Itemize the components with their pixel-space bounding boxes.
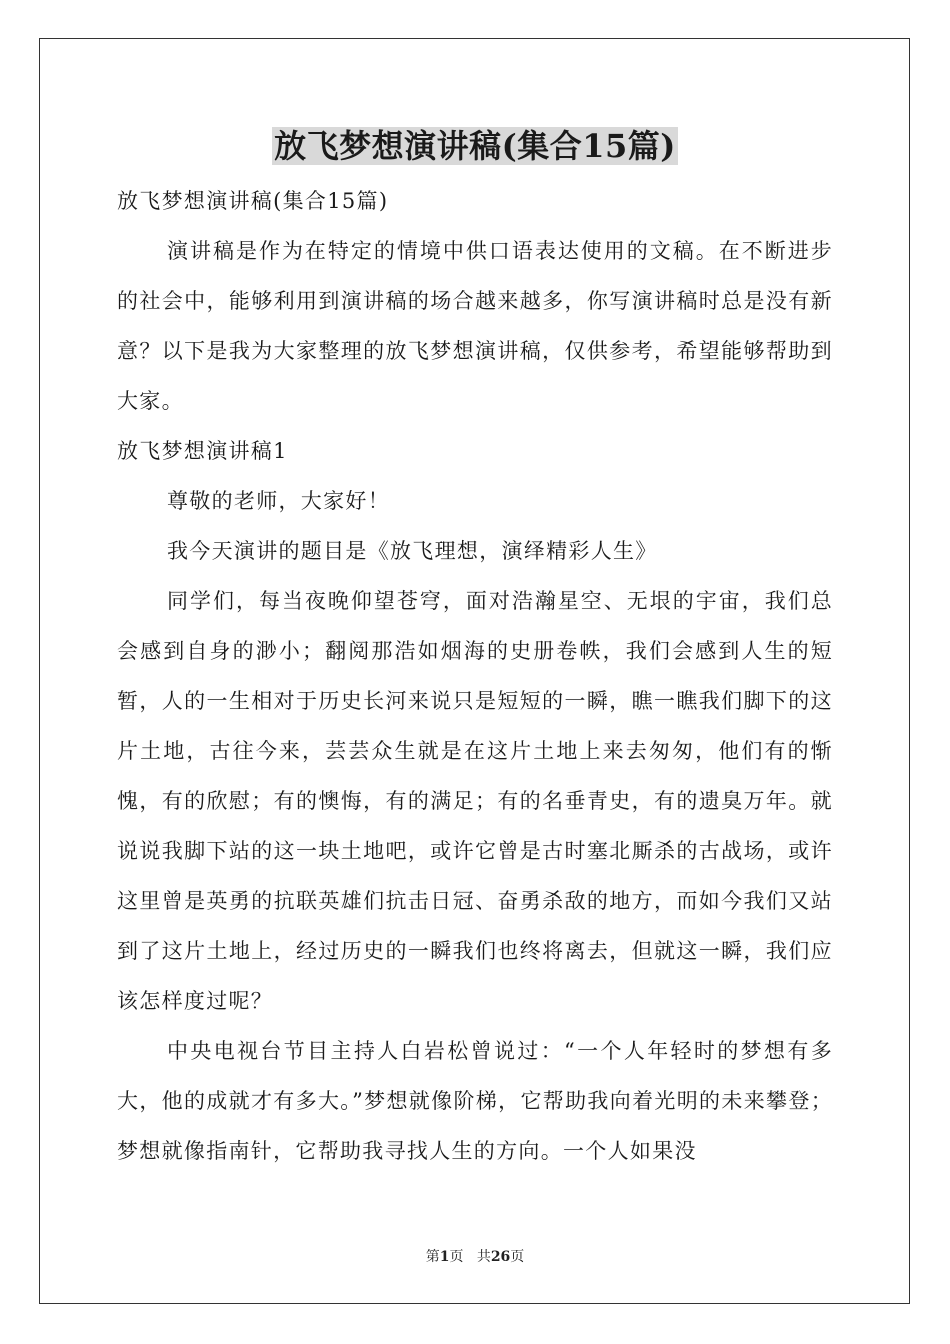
footer-total-prefix: 共 bbox=[476, 1249, 491, 1265]
footer-page-suffix: 页 bbox=[449, 1249, 464, 1265]
document-subtitle: 放飞梦想演讲稿(集合15篇) bbox=[117, 189, 389, 213]
paragraph-quote: 中央电视台节目主持人白岩松曾说过：“一个人年轻时的梦想有多大，他的成就才有多大。”梦想就像阶梯，它帮助我向着光明的未来攀登；梦想就像指南针，它帮助我寻找人生的方向。一个人如果没 bbox=[117, 1039, 833, 1163]
page-footer bbox=[0, 1247, 950, 1267]
document-body bbox=[117, 176, 833, 1176]
footer-total-suffix: 页 bbox=[510, 1249, 525, 1265]
document-title-text: 放飞梦想演讲稿(集合15篇) bbox=[274, 127, 676, 165]
paragraph-greeting: 尊敬的老师，大家好！ bbox=[167, 489, 390, 513]
footer-prefix: 第 bbox=[425, 1249, 440, 1265]
footer-total-pages: 26 bbox=[490, 1249, 511, 1265]
paragraph-topic: 我今天演讲的题目是《放飞理想，演绎精彩人生》 bbox=[167, 539, 658, 563]
footer-current-page: 1 bbox=[439, 1249, 450, 1265]
section-heading: 放飞梦想演讲稿1 bbox=[117, 439, 288, 463]
paragraph-intro: 演讲稿是作为在特定的情境中供口语表达使用的文稿。在不断进步的社会中，能够利用到演讲稿的场合越来越多，你写演讲稿时总是没有新意？以下是我为大家整理的放飞梦想演讲稿，仅供参考，希望能够帮助到大家。 bbox=[117, 239, 833, 413]
paragraph-body: 同学们，每当夜晚仰望苍穹，面对浩瀚星空、无垠的宇宙，我们总会感到自身的渺小；翻阅那浩如烟海的史册卷帙，我们会感到人生的短暂，人的一生相对于历史长河来说只是短短的一瞬，瞧一瞧我们脚下的这片土地，古往今来，芸芸众生就是在这片土地上来去匆匆，他们有的惭愧，有的欣慰；有的懊悔，有的满足；有的名垂青史，有的遗臭万年。就说说我脚下站的这一块土地吧，或许它曾是古时塞北厮杀的古战场，或许这里曾是英勇的抗联英雄们抗击日冠、奋勇杀敌的地方，而如今我们又站到了这片土地上，经过历史的一瞬我们也终将离去，但就这一瞬，我们应该怎样度过呢？ bbox=[117, 589, 833, 1013]
document-title bbox=[0, 124, 950, 168]
